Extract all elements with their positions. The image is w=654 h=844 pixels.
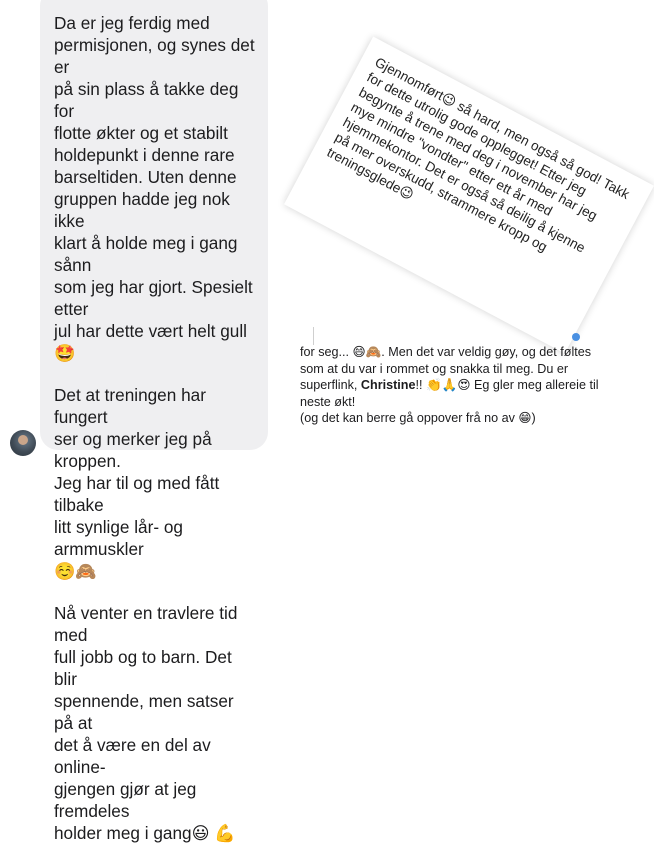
comment-line-3-suffix: !! 👏🙏😍 Eg gler meg allereie til [415,378,599,392]
comment-line-3-prefix: superflink, [300,378,361,392]
message-paragraph-3: Nå venter en travlere tid med full jobb og to barn. Det blir spennende, men satser på at det å være en del av online- gjengen gjør at jeg fremdeles holder meg i gang😃 💪 [54,603,238,843]
divider [313,327,314,345]
comment-line-3 [300,377,636,394]
unread-dot-icon [572,333,580,341]
comment-text [300,344,636,427]
comment-line-2: som at du var i rommet og snakka til meg. Du er [300,361,569,376]
comment-line-1: for seg... 😄🙈. Men det var veldig gøy, og det føltes [300,345,592,359]
avatar-face [18,435,28,445]
message-bubble [40,0,268,843]
mentioned-name[interactable]: Christine [360,378,416,392]
sender-avatar[interactable] [10,430,36,456]
rotated-comment-wrapper [300,54,632,300]
comment-line-4: neste økt! [300,394,356,409]
message-paragraph-2: Det at treningen har fungert ser og merker jeg på kroppen. Jeg har til og med fått tilbake litt synlige lår- og armmuskler ☺️🙈 [54,385,220,581]
rotated-comment-card [284,36,654,353]
comment-line-5: (og det kan berre gå oppover frå no av 😁) [300,411,536,425]
rotated-comment-text: Gjennomført😉 så hard, men også så god! Takk for dette utrolig gode opplegget! Etter jeg begynte å trene med deg i november har jeg mye mindre "vondter" etter ett år med hjemmekontor. Det er også så deilig å kjenne på mer overskudd, strammere kropp og treningsglede😉 [324,54,632,256]
message-paragraph-1: Da er jeg ferdig med permisjonen, og synes det er på sin plass å takke deg for flotte økter og et stabilt holdepunkt i denne rare barseltiden. Uten denne gruppen hadde jeg nok ikke klart å holde meg i gang sånn som jeg har gjort. Spesielt etter jul har dette vært helt gull🤩 [54,13,255,363]
